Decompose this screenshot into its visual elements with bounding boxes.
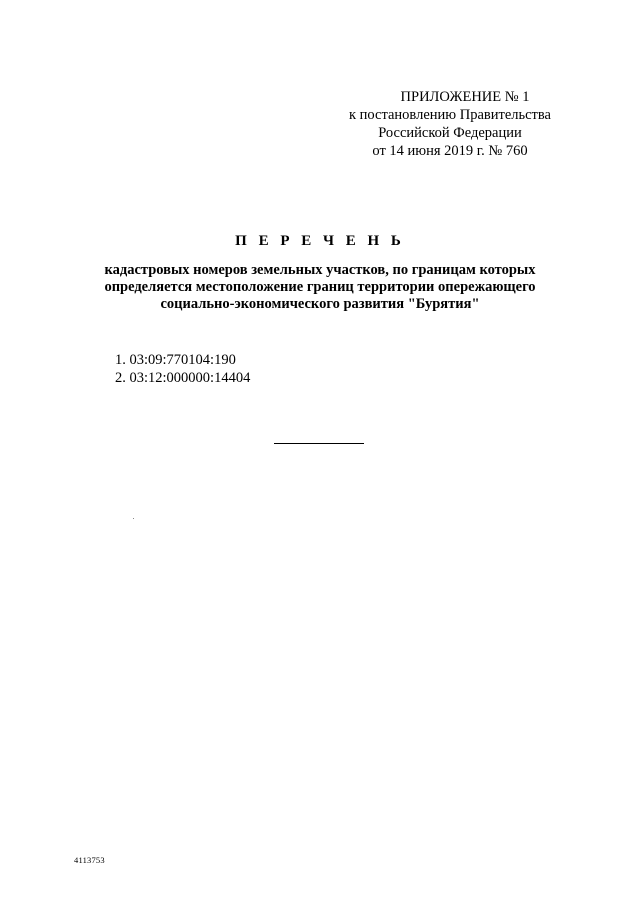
- subheading-line-1: кадастровых номеров земельных участков, по границам которых: [104, 262, 536, 278]
- appendix-line-3: от 14 июня 2019 г. № 760: [372, 143, 528, 159]
- scan-speck: [133, 518, 134, 519]
- document-subheading: [60, 262, 580, 313]
- subheading-line-2: определяется местоположение границ территории опережающего: [104, 279, 536, 295]
- appendix-block: [325, 88, 575, 160]
- subheading-line-3: социально-экономического развития "Бурятия": [160, 296, 480, 312]
- appendix-line-2: Российской Федерации: [378, 125, 522, 141]
- appendix-line-1: к постановлению Правительства: [349, 107, 551, 123]
- cadastral-list: [115, 351, 250, 387]
- appendix-title: ПРИЛОЖЕНИЕ № 1: [400, 89, 530, 105]
- document-code: 4113753: [74, 855, 105, 865]
- document-heading: П Е Р Е Ч Е Н Ь: [235, 233, 405, 249]
- list-item: 1. 03:09:770104:190: [115, 352, 236, 368]
- divider-line: [274, 443, 364, 444]
- list-item: 2. 03:12:000000:14404: [115, 370, 251, 386]
